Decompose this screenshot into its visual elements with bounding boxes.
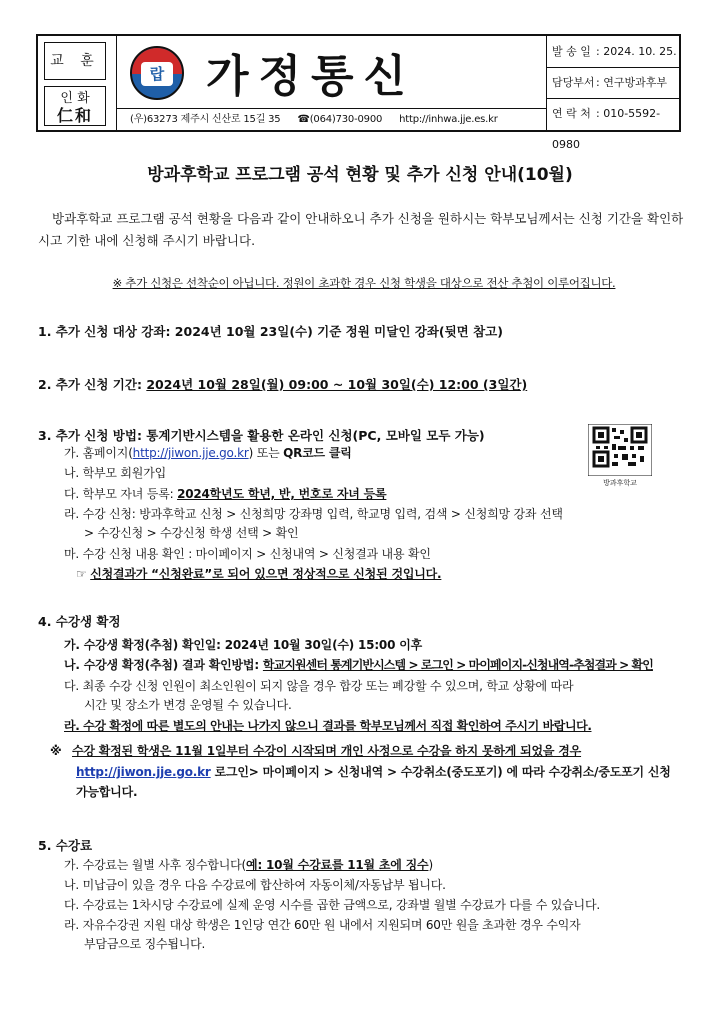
cancel-link[interactable]: http://jiwon.jje.go.kr <box>76 765 211 779</box>
qr-code-link[interactable]: QR코드 클릭 <box>283 446 352 460</box>
pointing-hand-icon: ☞ <box>76 567 87 581</box>
motto-box <box>44 86 106 126</box>
qr-caption: 방과후학교 <box>603 479 637 487</box>
section-4-item-b: 나. 수강생 확정(추첨) 결과 확인방법: 학교지원센터 통계기반시스템 > 로그인 > 마이페이지-신청내역-추첨결과 > 확인 <box>64 658 653 672</box>
intro-paragraph: 방과후학교 프로그램 공석 현황을 다음과 같이 안내하오니 추가 신청을 원하시는 학부모님께서는 신청 기간을 확인하시고 기한 내에 신청해 주시기 바랍니다. <box>38 211 684 248</box>
motto-korean: 인 화 <box>60 91 90 106</box>
logo-mark: 랍 <box>141 62 173 86</box>
info-department: 담당부서: 연구방과후부 <box>546 67 679 99</box>
document-title: 방과후학교 프로그램 공석 현황 및 추가 신청 안내(10월) <box>147 165 573 185</box>
school-phone: ☎(064)730-0900 <box>297 114 383 125</box>
section-4-item-c-cont: 시간 및 장소가 변경 운영될 수 있습니다. <box>84 698 292 712</box>
section-4-note-mark: ※ <box>50 744 62 758</box>
school-address: (우)63273 제주시 신산로 15길 35 <box>130 114 281 125</box>
section-5-item-b: 나. 미납금이 있을 경우 다음 수강료에 합산하여 자동이체/자동납부 됩니다. <box>64 878 446 892</box>
section-2-heading <box>38 375 688 393</box>
section-3-item-b: 나. 학부모 회원가입 <box>64 466 166 480</box>
school-contact <box>116 108 546 131</box>
section-3-item-a: 가. 홈페이지(http://jiwon.jje.go.kr) 또는 QR코드 클릭 <box>64 446 352 460</box>
section-4-note-end: 가능합니다. <box>76 785 138 799</box>
qr-code-icon[interactable] <box>588 424 652 487</box>
section-4-item-d: 라. 수강 확정에 따른 별도의 안내는 나가지 않으니 결과를 학부모님께서 직접 확인하여 주시기 바랍니다. <box>64 719 592 733</box>
section-2-period: 2024년 10월 28일(월) 09:00 ~ 10월 30일(수) 12:00 (3일간) <box>146 377 528 392</box>
section-4-note: 수강 확정된 학생은 11월 1일부터 수강이 시작되며 개인 사정으로 수강을 하지 못하게 되었을 경우 <box>72 744 582 758</box>
section-3-item-e: 마. 수강 신청 내용 확인 : 마이페이지 > 신청내역 > 신청결과 내용 확인 <box>64 547 431 561</box>
info-contact: 연 락 처 : 010-5592-0980 <box>552 107 661 151</box>
section-5-item-d-cont: 부담금으로 징수됩니다. <box>84 937 206 951</box>
section-3-item-c: 다. 학부모 자녀 등록: 2024학년도 학년, 반, 번호로 자녀 등록 <box>64 487 387 501</box>
motto-hanja: 仁和 <box>56 106 93 125</box>
section-1-heading: 1. 추가 신청 대상 강좌: 2024년 10월 23일(수) 기준 정원 미달인 강좌(뒷면 참고) <box>38 324 503 339</box>
homepage-link[interactable]: http://jiwon.jje.go.kr <box>132 446 249 460</box>
section-4-item-c: 다. 최종 수강 신청 인원이 최소인원이 되지 않을 경우 합강 또는 폐강할 수 있으며, 학교 상황에 따라 <box>64 679 574 693</box>
lottery-notice: ※ 추가 신청은 선착순이 아닙니다. 정원이 초과한 경우 신청 학생을 대상으로 전산 추첨이 이루어집니다. <box>112 276 616 290</box>
motto-column <box>38 36 117 130</box>
section-4-note-cont: http://jiwon.jje.go.kr 로그인> 마이페이지 > 신청내역 > 수강취소(중도포기) 에 따라 수강취소/중도포기 신청 <box>76 765 671 779</box>
section-3-item-d: 라. 수강 신청: 방과후학교 신청 > 신청희망 강좌명 입력, 학교명 입력, 검색 > 신청희망 강좌 선택 <box>64 507 563 521</box>
letterhead <box>36 34 681 151</box>
info-date: 발 송 일 : 2024. 10. 25. <box>546 36 679 68</box>
section-3-confirm-note: ☞ 신청결과가 “신청완료”로 되어 있으면 정상적으로 신청된 것입니다. <box>76 567 442 581</box>
title-column <box>116 36 547 130</box>
motto-label: 교 훈 <box>44 42 106 80</box>
section-4-heading: 4. 수강생 확정 <box>38 614 121 629</box>
section-3-heading: 3. 추가 신청 방법: 통계기반시스템을 활용한 온라인 신청(PC, 모바일 모두 가능) <box>38 428 485 443</box>
school-logo-icon <box>130 46 184 100</box>
section-2-label: 2. 추가 신청 기간: <box>38 377 147 392</box>
school-url[interactable]: http://inhwa.jje.es.kr <box>399 114 498 125</box>
section-5-item-a: 가. 수강료는 월별 사후 징수합니다(예: 10월 수강료를 11월 초에 징수) <box>64 858 433 872</box>
section-4-item-a: 가. 수강생 확정(추첨) 확인일: 2024년 10월 30일(수) 15:00 이후 <box>64 638 422 652</box>
section-5-heading: 5. 수강료 <box>38 838 93 853</box>
section-3-item-d-cont: > 수강신청 > 수강신청 학생 선택 > 확인 <box>84 526 299 540</box>
section-5-item-d: 라. 자유수강권 지원 대상 학생은 1인당 연간 60만 원 내에서 지원되며 60만 원을 초과한 경우 수익자 <box>64 918 581 932</box>
newsletter-title: 가정통신 <box>206 51 417 102</box>
section-5-item-c: 다. 수강료는 1차시당 수강료에 실제 운영 시수를 곱한 금액으로, 강좌별 월별 수강료가 다를 수 있습니다. <box>64 898 600 912</box>
info-column <box>546 36 679 151</box>
